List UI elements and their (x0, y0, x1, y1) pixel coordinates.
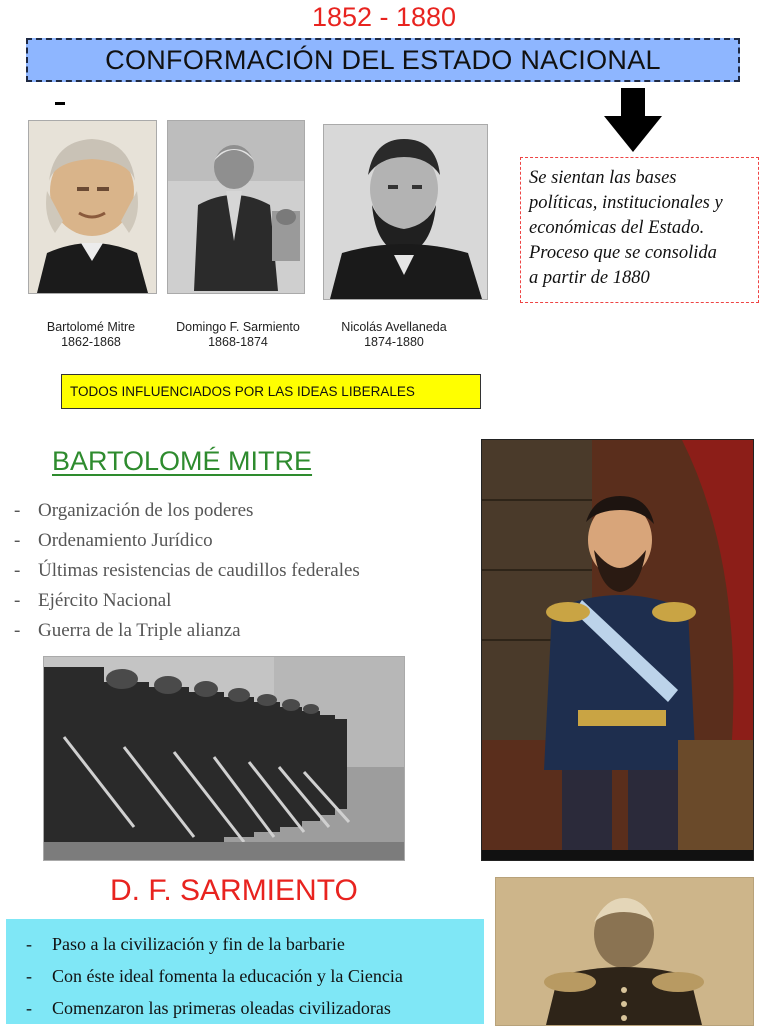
note-line: políticas, institucionales y (529, 193, 723, 213)
bullet-dash: - (26, 998, 32, 1018)
list-item (14, 556, 360, 586)
dash-mark (55, 102, 65, 105)
sarmiento-heading: D. F. SARMIENTO (110, 874, 358, 907)
bullet-dash: - (14, 590, 21, 611)
caption-avellaneda (322, 320, 466, 350)
sarmiento-list (26, 928, 403, 1024)
list-item-text: Ordenamiento Jurídico (38, 530, 213, 551)
list-item-text: Organización de los poderes (38, 500, 254, 521)
list-item-text: Comenzaron las primeras oleadas civilizadoras (52, 998, 391, 1018)
list-item-text: Guerra de la Triple alianza (38, 620, 241, 641)
mitre-heading: BARTOLOMÉ MITRE (52, 446, 313, 476)
list-item (26, 960, 403, 992)
portrait-mitre (28, 120, 157, 294)
bullet-dash: - (14, 530, 21, 551)
list-item-text: Ejército Nacional (38, 590, 172, 611)
note-line: Se sientan las bases (529, 168, 677, 188)
portrait-avellaneda (323, 124, 488, 300)
president-name: Bartolomé Mitre (46, 320, 136, 334)
years-heading: 1852 - 1880 (311, 2, 457, 32)
bullet-dash: - (14, 620, 21, 641)
list-item-text: Últimas resistencias de caudillos federales (38, 560, 360, 581)
list-item-text: Con éste ideal fomenta la educación y la Ciencia (52, 966, 403, 986)
list-item (26, 992, 403, 1024)
bullet-dash: - (26, 966, 32, 986)
list-item (14, 496, 360, 526)
president-term: 1868-1874 (208, 335, 268, 349)
president-name: Domingo F. Sarmiento (176, 320, 300, 334)
list-item (14, 526, 360, 556)
liberal-banner: TODOS INFLUENCIADOS POR LAS IDEAS LIBERALES (61, 374, 481, 409)
bullet-dash: - (26, 934, 32, 954)
page-title: CONFORMACIÓN DEL ESTADO NACIONAL (26, 38, 740, 82)
note-line: Proceso que se consolida (529, 243, 717, 263)
note-box (520, 157, 759, 303)
list-item-text: Paso a la civilización y fin de la barbarie (52, 934, 345, 954)
caption-mitre (14, 320, 168, 350)
president-name: Nicolás Avellaneda (341, 320, 447, 334)
list-item (14, 586, 360, 616)
president-term: 1862-1868 (61, 335, 121, 349)
note-line: económicas del Estado. (529, 218, 705, 238)
caption-sarmiento (156, 320, 320, 350)
portrait-sarmiento (167, 120, 305, 294)
bullet-dash: - (14, 560, 21, 581)
bullet-dash: - (14, 500, 21, 521)
down-arrow-icon (604, 88, 662, 157)
soldiers-photo (43, 656, 405, 861)
president-term: 1874-1880 (364, 335, 424, 349)
list-item (26, 928, 403, 960)
list-item (14, 616, 360, 646)
sarmiento-portrait (495, 877, 754, 1026)
note-line: a partir de 1880 (529, 268, 650, 288)
mitre-list (14, 496, 360, 646)
mitre-painting (481, 439, 754, 861)
